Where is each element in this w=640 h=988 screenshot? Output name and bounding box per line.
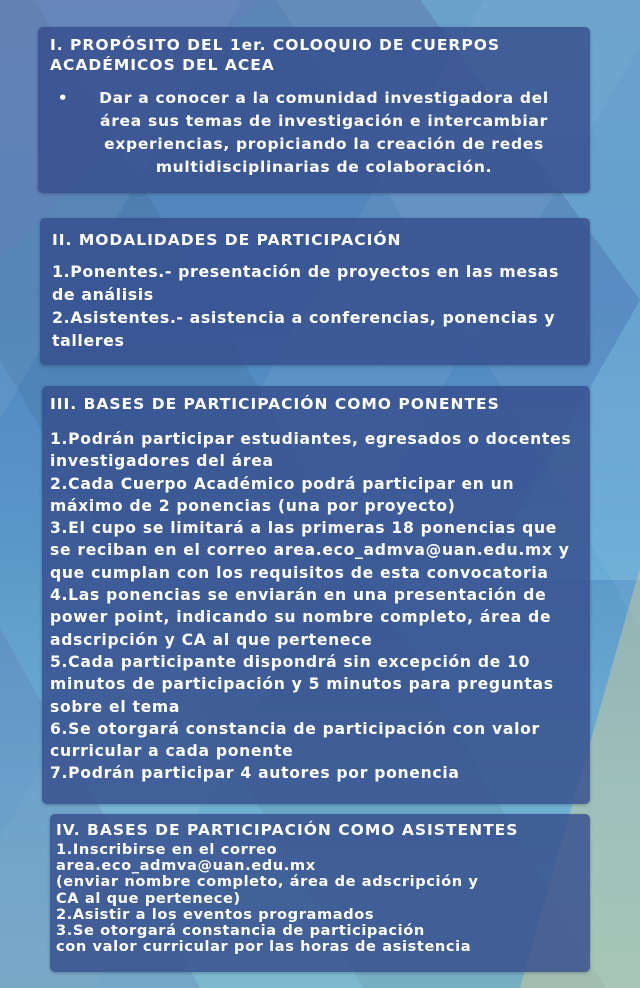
- speaker-rules-title: III. BASES DE PARTICIPACIÓN COMO PONENTES: [50, 395, 500, 413]
- list-item: 2.Asistir a los eventos programados: [56, 905, 375, 923]
- list-item: 1.Ponentes.- presentación de proyectos en las mesas de análisis: [52, 262, 559, 304]
- bullet-icon: •: [57, 89, 69, 107]
- list-item: 7.Podrán participar 4 autores por ponencia: [50, 764, 460, 783]
- list-item: 3.El cupo se limitará a las primeras 18 ponencias que se reciban en el correo area.eco_admva@uan.edu.mx y que cumplan con los requisitos de esta convocatoria: [50, 519, 570, 582]
- speaker-rules-panel: [42, 386, 590, 804]
- list-item: 4.Las ponencias se enviarán en una presentación de power point, indicando su nombre completo, área de adscripción y CA al que pertenece: [50, 586, 552, 649]
- list-item: 2.Asistentes.- asistencia a conferencias, ponencias y talleres: [52, 308, 556, 350]
- list-item: 1.Podrán participar estudiantes, egresados o docentes investigadores del área: [50, 430, 572, 471]
- speaker-rules-list: [50, 428, 582, 785]
- attendee-rules-title: IV. BASES DE PARTICIPACIÓN COMO ASISTENTES: [56, 821, 519, 839]
- attendee-rules-panel: [50, 814, 590, 972]
- modalities-panel: [40, 218, 590, 365]
- modalities-list: [52, 260, 578, 352]
- purpose-title: [50, 35, 578, 75]
- attendee-rules-list: [56, 842, 582, 955]
- list-item: con valor curricular por las horas de asistencia: [56, 938, 472, 956]
- purpose-panel: [38, 27, 590, 193]
- purpose-text: Dar a conocer a la comunidad investigadora del área sus temas de investigación e intercambiar experiencias, propiciando la creación de redes multidisciplinarias de colaboración.: [99, 89, 549, 176]
- list-item: 3.Se otorgará constancia de participación: [56, 922, 425, 940]
- modalities-title: II. MODALIDADES DE PARTICIPACIÓN: [52, 231, 402, 249]
- list-item: CA al que pertenece): [56, 889, 241, 907]
- email-text: area.eco_admva@uan.edu.mx: [56, 857, 316, 875]
- list-item: 1.Inscribirse en el correo: [56, 841, 278, 858]
- list-item: 6.Se otorgará constancia de participación con valor curricular a cada ponente: [50, 719, 540, 761]
- purpose-bullet: [50, 87, 578, 179]
- list-item: 5.Cada participante dispondrá sin excepción de 10 minutos de participación y 5 minutos para preguntas sobre el tema: [50, 652, 554, 716]
- purpose-title-line1: I. PROPÓSITO DEL 1er. COLOQUIO DE CUERPOS: [50, 36, 501, 54]
- purpose-title-line2: ACADÉMICOS DEL ACEA: [50, 56, 275, 74]
- list-item: 2.Cada Cuerpo Académico podrá participar en un máximo de 2 ponencias (una por proyecto): [50, 474, 515, 515]
- list-item: (enviar nombre completo, área de adscripción y: [56, 873, 479, 891]
